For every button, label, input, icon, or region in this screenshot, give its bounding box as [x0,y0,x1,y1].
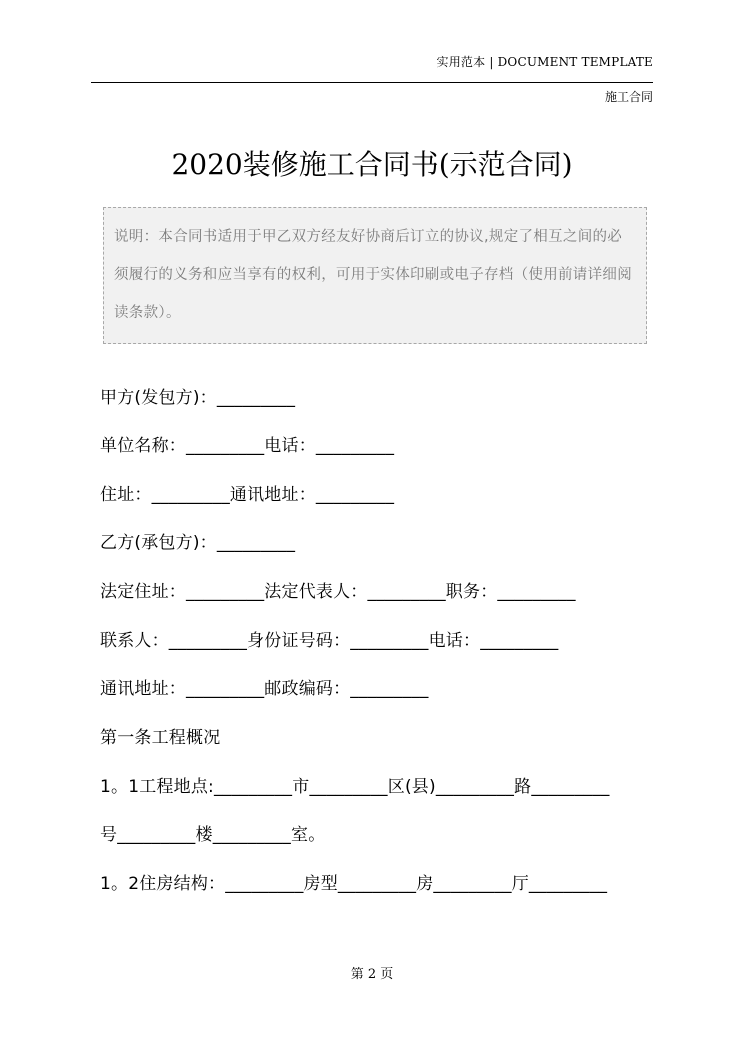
party-b-legal-line: 法定住址：_________法定代表人：_________职务：_________ [100,582,576,602]
header-divider [91,82,653,83]
party-a-address-line: 住址：_________通讯地址：_________ [100,485,395,505]
article-one-heading: 第一条工程概况 [100,728,221,748]
clause-1-1-line: 1。1工程地点:_________市_________区(县)_________路_________ [100,777,610,797]
party-a-line: 甲方(发包方)：_________ [100,388,296,408]
party-b-mailing-line: 通讯地址：_________邮政编码：_________ [100,679,429,699]
instruction-note-text: 说明：本合同书适用于甲乙双方经友好协商后订立的协议,规定了相互之间的必须履行的义务和应当享有的权利，可用于实体印刷或电子存档（使用前请详细阅读条款）。 [114,229,632,321]
party-b-contact-line: 联系人：_________身份证号码：_________电话：_________ [100,631,559,651]
party-a-unit-phone-line: 单位名称：_________电话：_________ [100,436,395,456]
document-title: 2020装修施工合同书(示范合同) [171,148,573,181]
header-document-template-label: 实用范本 | DOCUMENT TEMPLATE [436,55,653,69]
instruction-note-box [103,207,647,344]
page-number: 第 2 页 [350,967,394,982]
party-b-line: 乙方(承包方)：_________ [100,533,296,553]
header-contract-type-label: 施工合同 [604,90,653,104]
clause-1-2-line: 1。2住房结构：_________房型_________房_________厅_________ [100,874,608,894]
clause-1-1-continued-line: 号_________楼_________室。 [100,825,326,845]
